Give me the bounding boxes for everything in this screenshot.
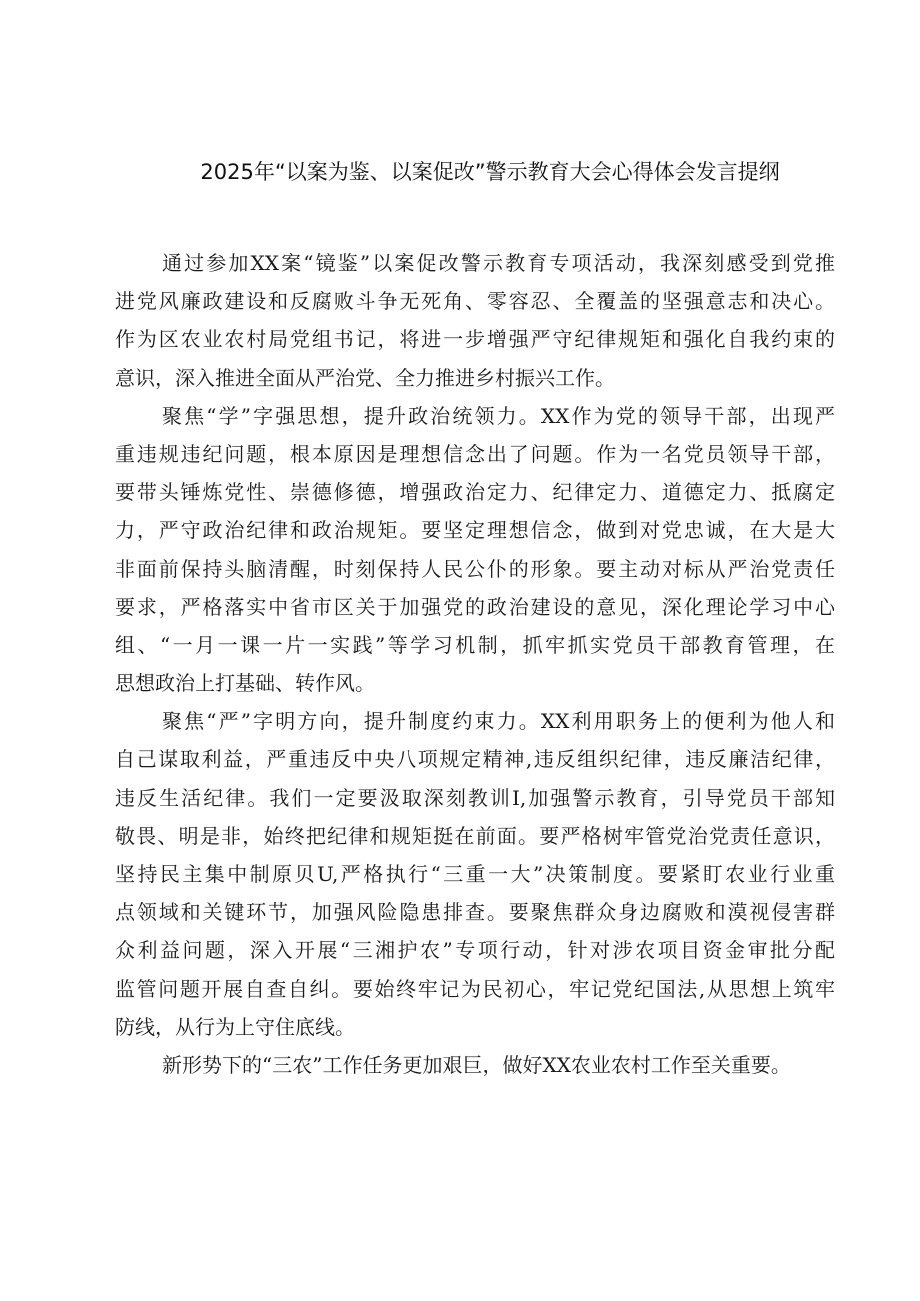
paragraph-2 (115, 397, 835, 703)
text-line: 点领域和关键环节，加强风险隐患排查。要聚焦群众身边腐败和漠视侵害群 (115, 900, 835, 925)
text-line: 监管问题开展自查自纠。要始终牢记为民初心，牢记党纪国法,从思想上筑牢 (115, 976, 835, 1001)
text-line: 进党风廉政建设和反腐败斗争无死角、零容忍、全覆盖的坚强意志和决心。 (115, 289, 835, 314)
document-body (115, 244, 835, 1084)
text-line: 作为区农业农村局党组书记，将进一步增强严守纪律规矩和强化自我约束的 (115, 327, 835, 352)
text-line: 意识，深入推进全面从严治党、全力推进乡村振兴工作。 (115, 365, 615, 390)
paragraph-3 (115, 702, 835, 1046)
text-line: 要求，严格落实中省市区关于加强党的政治建设的意见，深化理论学习中心 (115, 594, 835, 619)
text-line: 聚焦“学”字强思想，提升政治统领力。XX作为党的领导干部，出现严 (162, 403, 835, 428)
text-line: 组、“一月一课一片一实践”等学习机制，抓牢抓实党员干部教育管理，在 (115, 632, 835, 657)
text-line: 坚持民主集中制原贝U,严格执行“三重一大”决策制度。要紧盯农业行业重 (115, 862, 835, 886)
text-line: 通过参加XX案“镜鉴”以案促改警示教育专项活动，我深刻感受到党推 (162, 251, 835, 275)
text-line: 力，严守政治纪律和政治规矩。要坚定理想信念，做到对党忠诚，在大是大 (115, 518, 835, 543)
document-title: 2025年“以案为鉴、以案促改”警示教育大会心得体会发言提纲 (200, 160, 780, 184)
paragraph-1 (115, 244, 835, 397)
text-line: 新形势下的“三农”工作任务更加艰巨，做好XX农业农村工作至关重要。 (162, 1052, 791, 1077)
text-line: 违反生活纪律。我们一定要汲取深刻教训I,加强警示教育，引导党员干部知 (115, 785, 835, 810)
text-line: 众利益问题，深入开展“三湘护农”专项行动，针对涉农项目资金审批分配 (115, 938, 835, 963)
text-line: 聚焦“严”字明方向，提升制度约束力。XX利用职务上的便利为他人和 (162, 709, 835, 734)
text-line: 要带头锤炼党性、崇德修德，增强政治定力、纪律定力、道德定力、抵腐定 (115, 480, 835, 505)
text-line: 自己谋取利益，严重违反中央八项规定精神,违反组织纪律，违反廉洁纪律， (115, 747, 835, 772)
text-line: 防线，从行为上守住底线。 (115, 1014, 355, 1039)
text-line: 重违规违纪问题，根本原因是理想信念出了问题。作为一名党员领导干部， (115, 441, 835, 466)
paragraph-4 (115, 1046, 835, 1084)
text-line: 思想政治上打基础、转作风。 (115, 671, 375, 696)
text-line: 敬畏、明是非，始终把纪律和规矩挺在前面。要严格树牢管党治党责任意识， (115, 823, 835, 848)
text-line: 非面前保持头脑清醒，时刻保持人民公仆的形象。要主动对标从严治党责任 (115, 556, 835, 581)
